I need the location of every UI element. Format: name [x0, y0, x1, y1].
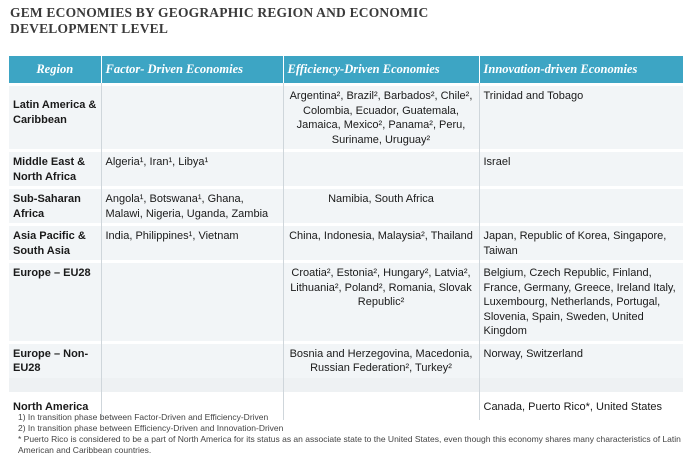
innovation-cell: Trinidad and Tobago [479, 86, 683, 149]
innovation-cell: Belgium, Czech Republic, Finland, France, Germany, Greece, Ireland Italy, Luxembourg, Netherlands, Portugal, Slovenia, Spain, Sweden, United Kingdom [479, 263, 683, 341]
region-cell: Sub-Saharan Africa [9, 189, 101, 223]
region-cell: Middle East & North Africa [9, 152, 101, 186]
header-efficiency-driven: Efficiency-Driven Economies [283, 56, 479, 83]
innovation-cell: Canada, Puerto Rico*, United States [479, 392, 683, 420]
innovation-cell: Israel [479, 152, 683, 186]
header-innovation-driven: Innovation-driven Economies [479, 56, 683, 83]
efficiency-cell: Croatia², Estonia², Hungary², Latvia², Lithuania², Poland², Romania, Slovak Republic² [283, 263, 479, 341]
header-region: Region [9, 56, 101, 83]
efficiency-cell: Argentina², Brazil², Barbados², Chile², Colombia, Ecuador, Guatemala, Jamaica, Mexico², Panama², Peru, Suriname, Uruguay² [283, 86, 479, 149]
page-title: GEM ECONOMIES BY GEOGRAPHIC REGION AND ECONOMIC DEVELOPMENT LEVEL [10, 5, 429, 36]
economies-table [9, 56, 683, 420]
factor-cell: Algeria¹, Iran¹, Libya¹ [101, 152, 283, 186]
table-row [9, 263, 683, 341]
factor-cell [101, 263, 283, 341]
factor-cell [101, 344, 283, 378]
efficiency-cell: Bosnia and Herzegovina, Macedonia, Russian Federation², Turkey² [283, 344, 479, 378]
footnote: 2) In transition phase between Efficiency-Driven and Innovation-Driven [18, 423, 284, 433]
factor-cell [101, 86, 283, 149]
region-cell: Asia Pacific & South Asia [9, 226, 101, 260]
table-row [9, 86, 683, 149]
table-row [9, 344, 683, 378]
efficiency-cell: China, Indonesia, Malaysia², Thailand [283, 226, 479, 260]
header-factor-driven: Factor- Driven Economies [101, 56, 283, 83]
region-cell: North America [9, 392, 101, 420]
factor-cell: India, Philippines¹, Vietnam [101, 226, 283, 260]
innovation-cell [479, 189, 683, 223]
footnote: 1) In transition phase between Factor-Driven and Efficiency-Driven [18, 412, 269, 422]
efficiency-cell: Namibia, South Africa [283, 189, 479, 223]
table-header-row [9, 56, 683, 83]
table-row [9, 152, 683, 186]
efficiency-cell [283, 152, 479, 186]
region-cell: Europe – Non-EU28 [9, 344, 101, 378]
region-cell: Latin America & Caribbean [9, 86, 101, 149]
innovation-cell: Norway, Switzerland [479, 344, 683, 378]
factor-cell: Angola¹, Botswana¹, Ghana, Malawi, Nigeria, Uganda, Zambia [101, 189, 283, 223]
region-cell: Europe – EU28 [9, 263, 101, 341]
table-row [9, 226, 683, 260]
table-row [9, 189, 683, 223]
footnotes [18, 412, 684, 456]
innovation-cell: Japan, Republic of Korea, Singapore, Taiwan [479, 226, 683, 260]
footnote: * Puerto Rico is considered to be a part of North America for its status as an associate state to the United States, even though this economy shares many characteristics of Latin American and Caribbean countries. [18, 434, 681, 455]
